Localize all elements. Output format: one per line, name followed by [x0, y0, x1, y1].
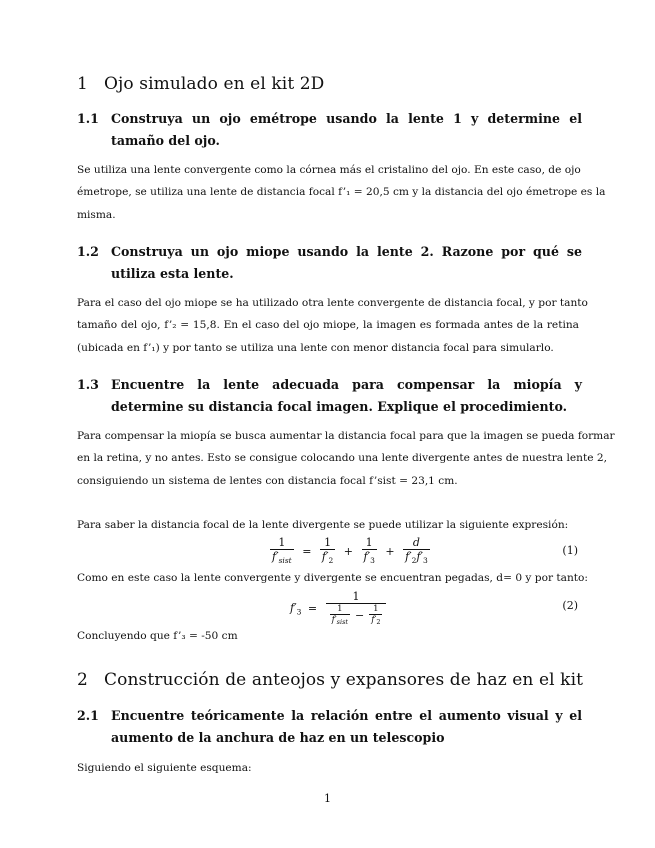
- subsection-title: Construya un ojo emétrope usando la lente 1 y determine el tamaño del ojo.: [111, 111, 582, 148]
- section-2-heading: [77, 670, 583, 690]
- text-line: Concluyendo que f’₃ = -50 cm: [77, 630, 238, 642]
- paragraph-d-zero: [77, 567, 588, 589]
- subsection-1-1-heading: [77, 108, 582, 152]
- section-number: 2: [77, 670, 88, 690]
- subsection-title: Encuentre la lente adecuada para compensar la miopía y determine su distancia focal imagen. Explique el procedimiento.: [111, 377, 582, 414]
- text-line: (ubicada en f’₁) y por tanto se utiliza una lente con menor distancia focal para simularlo.: [77, 341, 554, 354]
- text-line: Siguiendo el siguiente esquema:: [77, 762, 252, 774]
- subsection-number: 1.2: [77, 244, 99, 259]
- text-line: en la retina, y no antes. Esto se consigue colocando una lente divergente antes de nuestra lente 2,: [77, 452, 607, 465]
- text-line: Para el caso del ojo miope se ha utilizado otra lente convergente de distancia focal, y por tanto: [77, 297, 588, 309]
- equation-1-number: (1): [562, 544, 578, 557]
- section-title: Construcción de anteojos y expansores de haz en el kit: [104, 670, 584, 690]
- paragraph-1-2: [77, 292, 588, 359]
- fraction: $\frac{1}{f'_3}$: [363, 536, 375, 565]
- fraction: $\frac{d}{f'_2f'_3}$: [405, 536, 428, 565]
- paragraph-conclusion: [77, 625, 579, 647]
- equation-1: $\frac{1}{f'_{sist}}$ = $\frac{1}{f'_2}$ + $\frac{1}{f'_3}$ + $\frac{d}{f'_2f'_3}$: [272, 536, 428, 565]
- text-line: consiguiendo un sistema de lentes con distancia focal f’sist = 23,1 cm.: [77, 474, 458, 487]
- fraction: $\frac{1}{f'_{sist}}$: [331, 604, 349, 626]
- subsection-2-1-heading: [77, 705, 582, 749]
- text-line: tamaño del ojo, f’₂ = 15,8. En el caso del ojo miope, la imagen es formada antes de la retina: [77, 319, 579, 332]
- subsection-number: 2.1: [77, 708, 99, 723]
- page-number: 1: [324, 792, 331, 805]
- text-line: émetrope, se utiliza una lente de distancia focal f’₁ = 20,5 cm y la distancia del ojo émetrope es la: [77, 186, 606, 199]
- subsection-1-3-heading: [77, 374, 582, 418]
- equation-2-number: (2): [562, 599, 578, 612]
- text-line: Para saber la distancia focal de la lente divergente se puede utilizar la siguiente expresión:: [77, 519, 569, 531]
- paragraph-1-1: [77, 159, 606, 226]
- paragraph-expression-intro: [77, 514, 579, 536]
- subsection-number: 1.1: [77, 111, 99, 126]
- section-title: Ojo simulado en el kit 2D: [104, 74, 325, 94]
- equation-2: $f'_3$ = 1 $\frac{1}{f'_{sist}}$ − $\frac{1}{f'_2}$: [290, 590, 388, 627]
- paragraph-1-3: [77, 425, 615, 492]
- subsection-title: Encuentre teóricamente la relación entre el aumento visual y el aumento de la anchura de haz en un telescopio: [111, 708, 582, 745]
- text-line: Para compensar la miopía se busca aumentar la distancia focal para que la imagen se pueda formar: [77, 430, 615, 442]
- subsection-1-2-heading: [77, 241, 582, 285]
- section-1-heading: [77, 74, 324, 94]
- text-line: Se utiliza una lente convergente como la córnea más el cristalino del ojo. En este caso, de ojo: [77, 164, 581, 176]
- subsection-number: 1.3: [77, 377, 99, 392]
- text-line: misma.: [77, 208, 116, 221]
- fraction: $\frac{1}{f'_{sist}}$: [272, 536, 292, 565]
- subsection-title: Construya un ojo miope usando la lente 2. Razone por qué se utiliza esta lente.: [111, 244, 582, 281]
- fraction: $\frac{1}{f'_2}$: [321, 536, 334, 565]
- fraction: $\frac{1}{f'_2}$: [371, 604, 381, 626]
- text-line: Como en este caso la lente convergente y divergente se encuentran pegadas, d= 0 y por tanto:: [77, 572, 588, 584]
- fraction: 1 $\frac{1}{f'_{sist}}$ − $\frac{1}{f'_2}$: [326, 590, 387, 627]
- section-number: 1: [77, 74, 88, 94]
- paragraph-2-1: [77, 757, 579, 779]
